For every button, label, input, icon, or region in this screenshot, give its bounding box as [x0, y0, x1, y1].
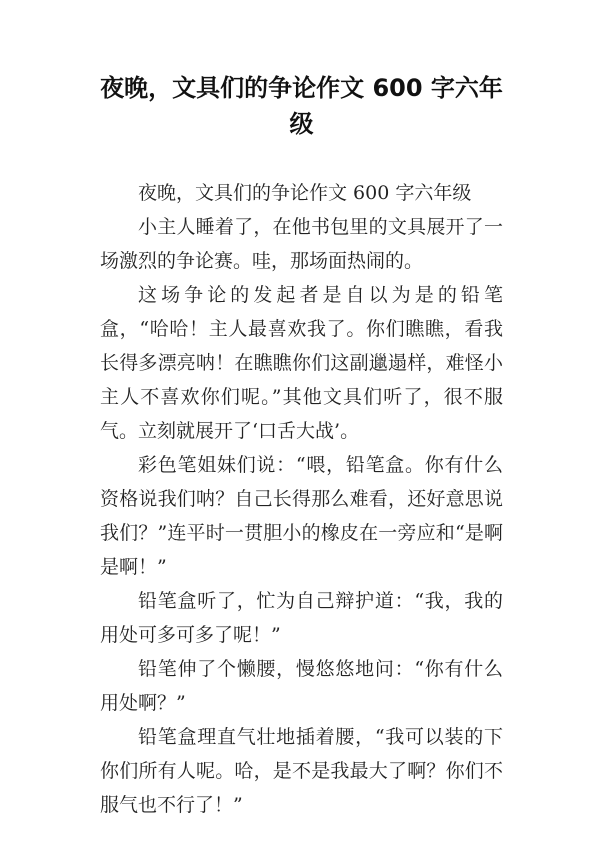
paragraph-subtitle: 夜晚，文具们的争论作文 600 字六年级: [138, 182, 472, 204]
paragraph: 这场争论的发起者是自以为是的铅笔盒，“哈哈！主人最喜欢我了。你们瞧瞧，看我长得多漂亮呐！在瞧瞧你们这副邋遢样，难怪小主人不喜欢你们呢。”其他文具们听了，很不服气。立刻就展开了‘口舌大战’。: [100, 284, 503, 442]
paragraph: 铅笔盒理直气壮地插着腰，“我可以装的下你们所有人呢。哈，是不是我最大了啊？你们不服气也不行了！”: [100, 726, 503, 816]
document-title: 夜晚，文具们的争论作文 600 字六年级: [100, 74, 503, 138]
paragraph: 铅笔伸了个懒腰，慢悠悠地问：“你有什么用处啊？”: [100, 658, 503, 714]
paragraph: 小主人睡着了，在他书包里的文具展开了一场激烈的争论赛。哇，那场面热闹的。: [100, 216, 503, 272]
paragraph: 铅笔盒听了，忙为自己辩护道：“我，我的用处可多可多了呢！”: [100, 590, 503, 646]
paragraph: 彩色笔姐妹们说：“喂，铅笔盒。你有什么资格说我们呐？自己长得那么难看，还好意思说我们？”连平时一贯胆小的橡皮在一旁应和“是啊是啊！”: [100, 454, 503, 578]
document-body: [100, 176, 503, 822]
